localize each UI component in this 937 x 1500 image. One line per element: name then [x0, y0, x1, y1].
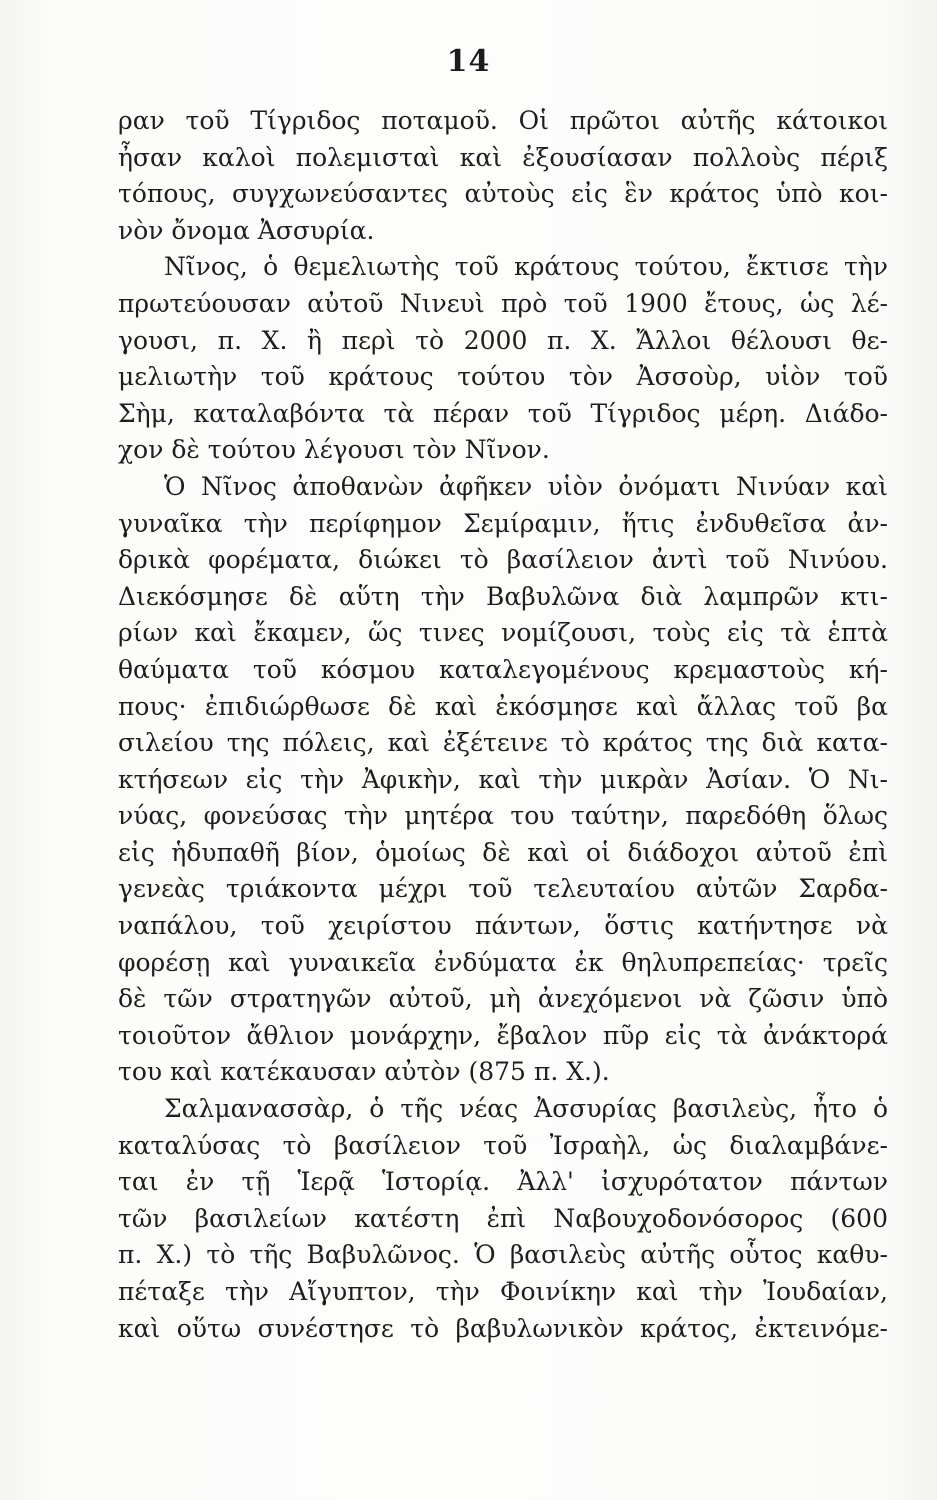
- text-line: καταλύσας τὸ βασίλειον τοῦ Ἰσραὴλ, ὡς διαλαμβάνε-: [118, 1130, 888, 1160]
- text-line: πέταξε τὴν Αἴγυπτον, τὴν Φοινίκην καὶ τὴν Ἰουδαίαν,: [118, 1277, 888, 1306]
- text-line: Ὁ Νῖνος ἀποθανὼν ἀφῆκεν υἱὸν ὀνόματι Νινύαν καὶ: [164, 471, 888, 501]
- text-line: μελιωτὴν τοῦ κράτους τούτου τὸν Ἀσσοὺρ, υἱὸν τοῦ: [118, 362, 888, 392]
- text-line: τοιοῦτον ἄθλιον μονάρχην, ἔβαλον πῦρ εἰς τὰ ἀνάκτορά: [118, 1020, 888, 1050]
- text-line: σιλείου της πόλεις, καὶ ἐξέτεινε τὸ κράτος της διὰ κατα-: [118, 728, 888, 758]
- text-line: ἦσαν καλοὶ πολεμισταὶ καὶ ἐξουσίασαν πολλοὺς πέριξ: [118, 142, 888, 172]
- page-number: 14: [446, 44, 491, 79]
- text-line: κτήσεων εἰς τὴν Ἀφικὴν, καὶ τὴν μικρὰν Ἀσίαν. Ὁ Νι-: [118, 764, 888, 794]
- text-line: ναπάλου, τοῦ χειρίστου πάντων, ὅστις κατήντησε νὰ: [118, 911, 888, 941]
- text-line: γενεὰς τριάκοντα μέχρι τοῦ τελευταίου αὐτῶν Σαρδα-: [118, 874, 888, 904]
- text-line: νὸν ὄνομα Ἀσσυρία.: [118, 215, 375, 245]
- text-line: δὲ τῶν στρατηγῶν αὐτοῦ, μὴ ἀνεχόμενοι νὰ ζῶσιν ὑπὸ: [118, 984, 888, 1014]
- text-line: νύας, φονεύσας τὴν μητέρα του ταύτην, παρεδόθη ὅλως: [118, 801, 888, 831]
- text-line: γουσι, π. Χ. ἢ περὶ τὸ 2000 π. Χ. Ἄλλοι θέλουσι θε-: [118, 325, 888, 355]
- text-line: καὶ οὕτω συνέστησε τὸ βαβυλωνικὸν κράτος, ἐκτεινόμε-: [118, 1313, 888, 1343]
- text-line: του καὶ κατέκαυσαν αὐτὸν (875 π. Χ.).: [118, 1057, 610, 1087]
- text-line: γυναῖκα τὴν περίφημον Σεμίραμιν, ἥτις ἐνδυθεῖσα ἀν-: [118, 508, 888, 538]
- text-line: θαύματα τοῦ κόσμου καταλεγομένους κρεμαστοὺς κή-: [118, 654, 888, 684]
- text-line: Σὴμ, καταλαβόντα τὰ πέραν τοῦ Τίγριδος μέρη. Διάδο-: [118, 398, 888, 428]
- text-line: ται ἐν τῇ Ἱερᾷ Ἱστορίᾳ. Ἀλλ' ἰσχυρότατον πάντων: [118, 1167, 888, 1197]
- text-line: πους· ἐπιδιώρθωσε δὲ καὶ ἐκόσμησε καὶ ἄλλας τοῦ βα: [118, 691, 888, 721]
- text-line: Διεκόσμησε δὲ αὕτη τὴν Βαβυλῶνα διὰ λαμπρῶν κτι-: [118, 581, 888, 611]
- text-line: τόπους, συγχωνεύσαντες αὐτοὺς εἰς ἓν κράτος ὑπὸ κοι-: [118, 179, 888, 209]
- text-line: τῶν βασιλείων κατέστη ἐπὶ Ναβουχοδονόσορος (600: [118, 1203, 888, 1233]
- text-line: δρικὰ φορέματα, διώκει τὸ βασίλειον ἀντὶ τοῦ Νινύου.: [118, 545, 888, 575]
- text-line: φορέσῃ καὶ γυναικεῖα ἐνδύματα ἐκ θηλυπρεπείας· τρεῖς: [118, 947, 888, 977]
- text-line: π. Χ.) τὸ τῆς Βαβυλῶνος. Ὁ βασιλεὺς αὐτῆς οὗτος καθυ-: [118, 1240, 888, 1270]
- text-line: ραν τοῦ Τίγριδος ποταμοῦ. Οἱ πρῶτοι αὐτῆς κάτοικοι: [118, 106, 888, 135]
- body-text: [118, 103, 888, 1347]
- text-line: Σαλμανασσὰρ, ὁ τῆς νέας Ἀσσυρίας βασιλεὺς, ἦτο ὁ: [164, 1094, 888, 1124]
- text-line: πρωτεύουσαν αὐτοῦ Νινευὶ πρὸ τοῦ 1900 ἔτους, ὡς λέ-: [118, 288, 888, 318]
- text-line: χον δὲ τούτου λέγουσι τὸν Νῖνον.: [118, 435, 550, 465]
- text-line: Νῖνος, ὁ θεμελιωτὴς τοῦ κράτους τούτου, ἔκτισε τὴν: [164, 252, 888, 282]
- text-line: ρίων καὶ ἔκαμεν, ὥς τινες νομίζουσι, τοὺς εἰς τὰ ἑπτὰ: [118, 618, 888, 648]
- text-line: εἰς ἡδυπαθῆ βίον, ὁμοίως δὲ καὶ οἱ διάδοχοι αὐτοῦ ἐπὶ: [118, 837, 888, 867]
